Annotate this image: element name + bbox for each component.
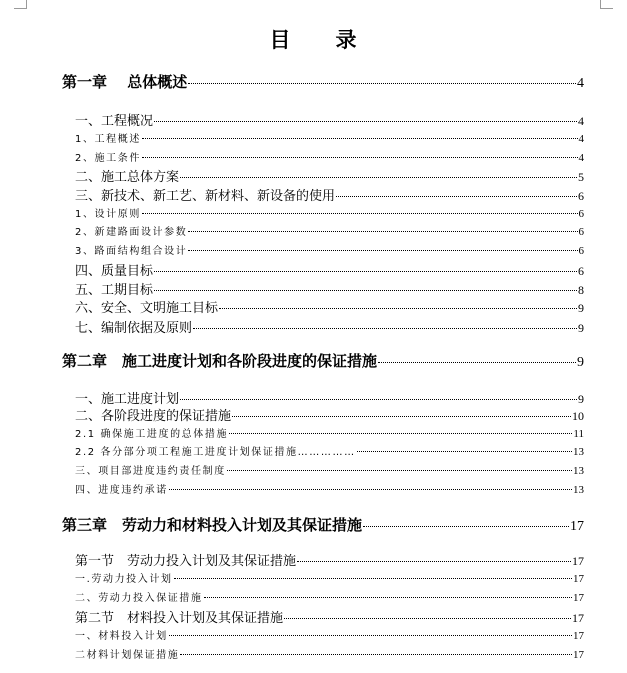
- toc-dot-leader: [204, 597, 572, 598]
- toc-page-number: 4: [578, 152, 584, 164]
- toc-entry-label: 二、劳动力投入保证措施: [75, 593, 203, 604]
- toc-page-number: 8: [578, 283, 584, 297]
- toc-entry-label: 三、项目部进度违约责任制度: [75, 466, 226, 477]
- toc-entry[interactable]: [75, 443, 584, 458]
- toc-entry-label: 第一章 总体概述: [62, 73, 188, 91]
- toc-chapter-entry[interactable]: [62, 514, 584, 535]
- toc-entry[interactable]: [75, 185, 584, 204]
- toc-entry-label: 1、工程概述: [75, 134, 141, 145]
- page-corner-marker-right-h: [601, 8, 613, 9]
- toc-entry-label: 2、施工条件: [75, 153, 141, 164]
- toc-entry-label: 1、设计原则: [75, 209, 141, 220]
- toc-entry[interactable]: [75, 205, 584, 220]
- toc-dot-leader: [336, 196, 577, 197]
- toc-page-number: 9: [578, 301, 584, 315]
- toc-entry-label: 一、施工进度计划: [75, 392, 180, 407]
- toc-entry[interactable]: [75, 279, 584, 298]
- toc-page-number: 6: [578, 208, 584, 220]
- toc-entry-label: 二、各阶段进度的保证措施: [75, 409, 232, 424]
- toc-page-number: 17: [572, 611, 584, 625]
- toc-entry[interactable]: [75, 166, 584, 185]
- toc-dot-leader: [142, 138, 578, 139]
- toc-dot-leader: [188, 250, 577, 251]
- toc-page-number: 17: [573, 573, 584, 585]
- toc-entry[interactable]: [75, 405, 584, 424]
- toc-page-number: 13: [573, 465, 584, 477]
- toc-page-number: 9: [578, 321, 584, 335]
- toc-dot-leader: [357, 451, 572, 452]
- toc-page-number: 17: [573, 630, 584, 642]
- toc-entry[interactable]: [75, 627, 584, 642]
- toc-entry-label: 2、新建路面设计参数: [75, 227, 188, 238]
- toc-dot-leader: [227, 470, 572, 471]
- toc-dot-leader: [188, 83, 576, 84]
- toc-entry-label: 四、质量目标: [75, 264, 154, 279]
- toc-entry-label: 一.劳动力投入计划: [75, 574, 173, 585]
- toc-entry-label: 二材料计划保证措施: [75, 650, 180, 661]
- toc-entry[interactable]: [75, 130, 584, 145]
- toc-entry[interactable]: [75, 317, 584, 336]
- toc-entry-label: 第二章 施工进度计划和各阶段进度的保证措施: [62, 352, 378, 370]
- toc-entry[interactable]: [75, 110, 584, 129]
- toc-page-number: 6: [578, 264, 584, 278]
- toc-entry-label: 三、新技术、新工艺、新材料、新设备的使用: [75, 189, 336, 204]
- toc-entry[interactable]: [75, 425, 584, 440]
- toc-page-number: 17: [573, 592, 584, 604]
- toc-page-number: 11: [573, 428, 584, 440]
- page-corner-marker-right-v: [600, 0, 601, 9]
- toc-page-number: 6: [578, 226, 584, 238]
- toc-dot-leader: [142, 157, 578, 158]
- toc-page-number: 17: [573, 649, 584, 661]
- toc-dot-leader: [180, 654, 572, 655]
- toc-dot-leader: [154, 121, 577, 122]
- toc-entry[interactable]: [75, 550, 584, 569]
- toc-chapter-entry[interactable]: [62, 71, 584, 92]
- toc-entry-label: 第一节 劳动力投入计划及其保证措施: [75, 554, 297, 569]
- toc-entry-label: 3、路面结构组合设计: [75, 246, 188, 257]
- toc-entry-label: 第三章 劳动力和材料投入计划及其保证措施: [62, 516, 363, 534]
- toc-page-number: 17: [572, 554, 584, 568]
- toc-entry[interactable]: [75, 223, 584, 238]
- toc-entry[interactable]: [75, 646, 584, 661]
- toc-page-number: 6: [578, 189, 584, 203]
- toc-entry[interactable]: [75, 242, 584, 257]
- toc-page-number: 6: [578, 245, 584, 257]
- toc-dot-leader: [180, 399, 577, 400]
- toc-entry-label: 一、工程概况: [75, 114, 154, 129]
- toc-entry[interactable]: [75, 260, 584, 279]
- toc-entry-label: 七、编制依据及原则: [75, 321, 193, 336]
- toc-page-number: 9: [578, 392, 584, 406]
- toc-title: 目 录: [269, 28, 358, 52]
- toc-page-number: 9: [577, 355, 584, 370]
- toc-dot-leader: [169, 635, 572, 636]
- toc-page-number: 13: [573, 484, 584, 496]
- toc-entry-label: 五、工期目标: [75, 283, 154, 298]
- toc-dot-leader: [297, 561, 571, 562]
- toc-dot-leader: [284, 618, 571, 619]
- toc-page-number: 17: [570, 519, 584, 534]
- toc-entry[interactable]: [75, 607, 584, 626]
- toc-dot-leader: [363, 526, 569, 527]
- toc-dot-leader: [229, 433, 572, 434]
- toc-page-number: 10: [572, 409, 584, 423]
- page-corner-marker-left-v: [26, 0, 27, 9]
- toc-chapter-entry[interactable]: [62, 350, 584, 371]
- toc-page-number: 5: [578, 170, 584, 184]
- toc-entry[interactable]: [75, 481, 584, 496]
- toc-entry[interactable]: [75, 462, 584, 477]
- toc-entry-label: 2.1 确保施工进度的总体措施: [75, 429, 229, 440]
- toc-page-number: 4: [577, 76, 584, 91]
- toc-dot-leader: [180, 177, 577, 178]
- toc-entry[interactable]: [75, 570, 584, 585]
- toc-dot-leader: [188, 231, 577, 232]
- toc-page-number: 4: [578, 133, 584, 145]
- toc-dot-leader: [193, 328, 577, 329]
- page-corner-marker-left-h: [14, 8, 26, 9]
- toc-dot-leader: [174, 578, 572, 579]
- toc-entry[interactable]: [75, 589, 584, 604]
- toc-dot-leader: [232, 416, 571, 417]
- toc-page-number: 4: [578, 114, 584, 128]
- toc-dot-leader: [154, 290, 577, 291]
- toc-entry[interactable]: [75, 149, 584, 164]
- toc-entry-label: 2.2 各分部分项工程施工进度计划保证措施……………: [75, 447, 356, 458]
- toc-page-number: 13: [573, 446, 584, 458]
- toc-dot-leader: [219, 308, 577, 309]
- toc-entry-label: 六、安全、文明施工目标: [75, 301, 219, 316]
- toc-dot-leader: [378, 362, 576, 363]
- toc-entry-label: 二、施工总体方案: [75, 170, 180, 185]
- toc-dot-leader: [169, 489, 572, 490]
- toc-dot-leader: [142, 213, 578, 214]
- toc-dot-leader: [154, 271, 577, 272]
- toc-entry-label: 一、材料投入计划: [75, 631, 168, 642]
- toc-entry-label: 第二节 材料投入计划及其保证措施: [75, 611, 284, 626]
- toc-entry-label: 四、进度违约承诺: [75, 485, 168, 496]
- toc-entry[interactable]: [75, 297, 584, 316]
